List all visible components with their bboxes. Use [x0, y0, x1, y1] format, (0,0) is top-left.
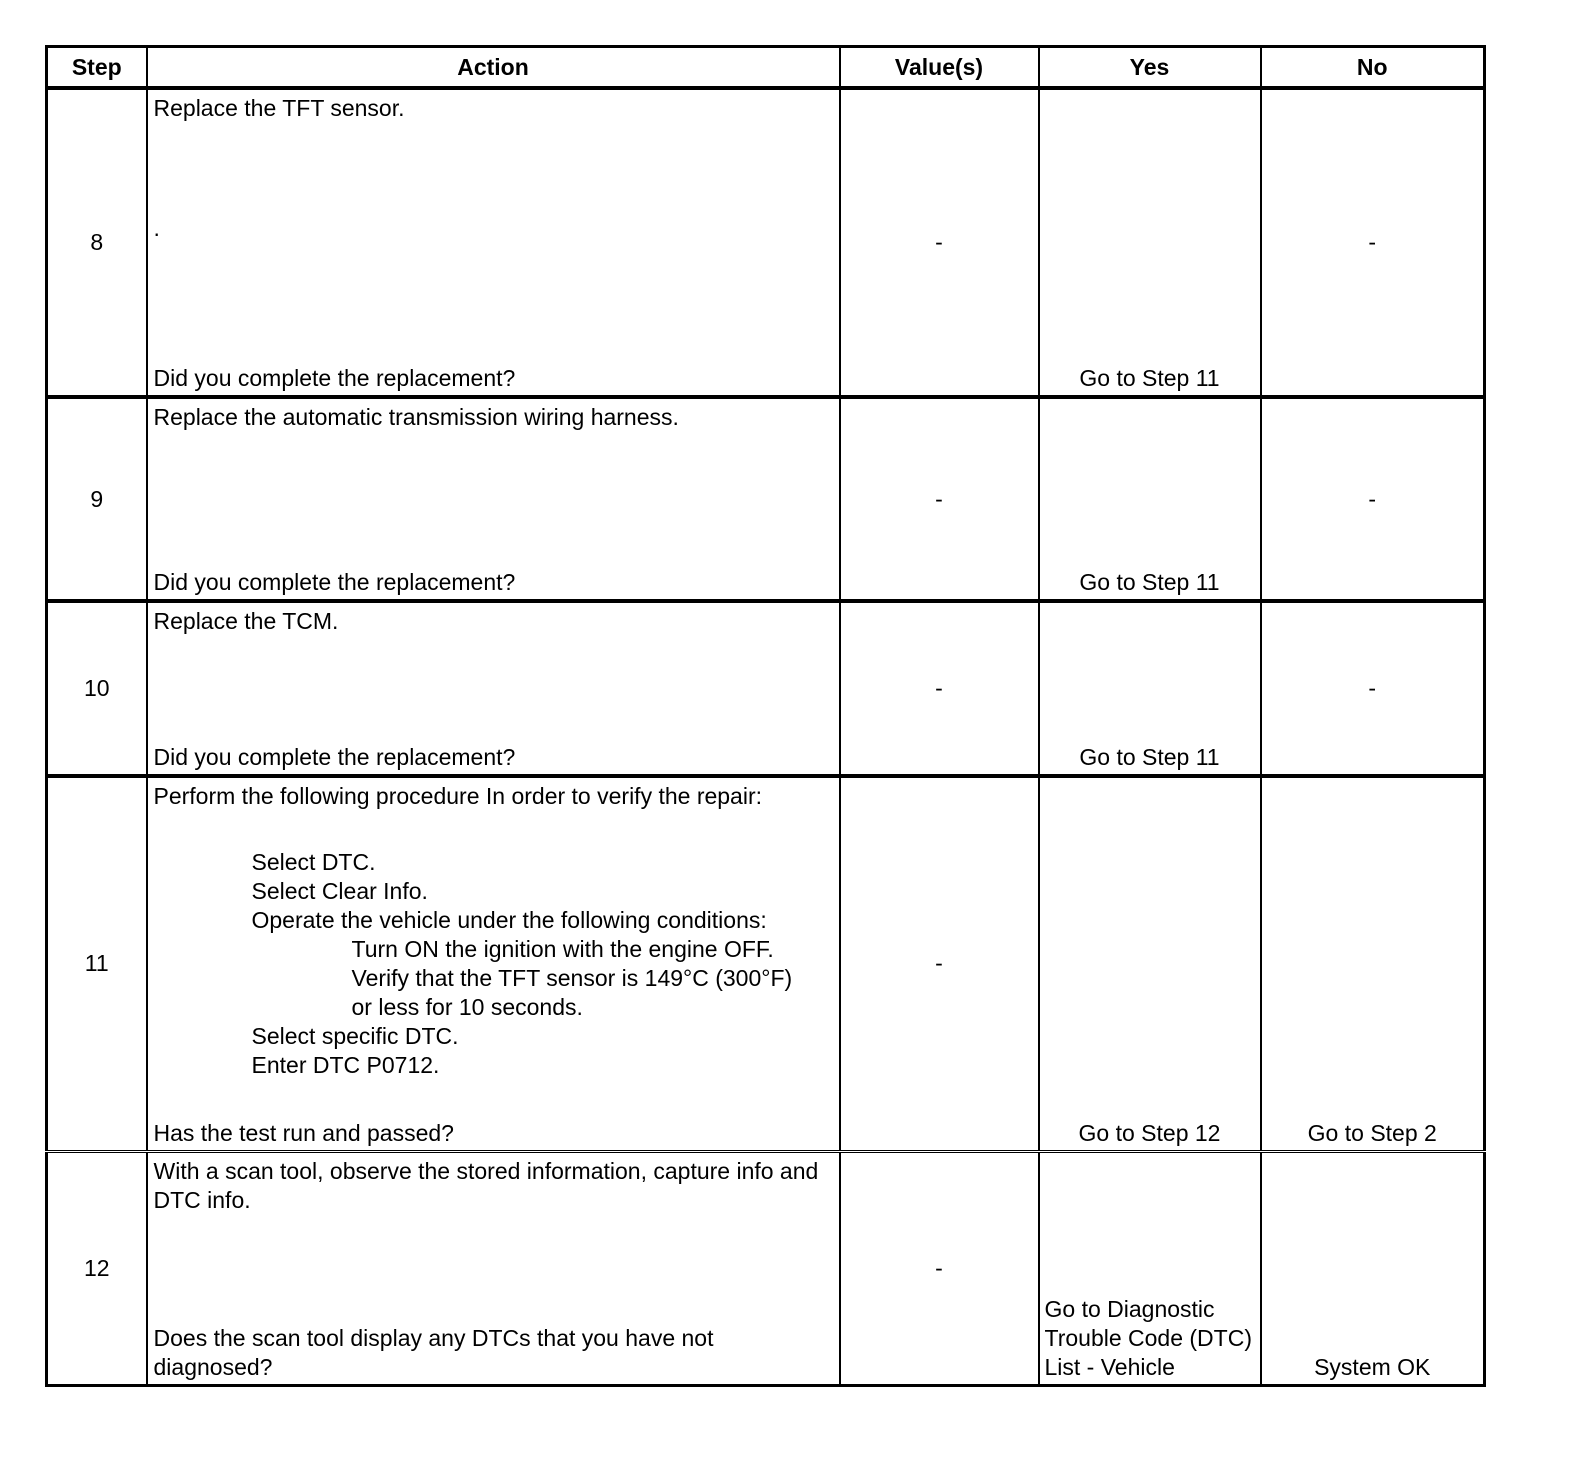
- action-question: Did you complete the replacement?: [153, 569, 516, 595]
- header-step: Step: [47, 47, 147, 89]
- no-cell: Go to Step 2: [1261, 776, 1485, 1151]
- action-cell: [147, 601, 840, 776]
- value-cell: -: [840, 88, 1039, 397]
- action-question: Has the test run and passed?: [153, 1119, 454, 1146]
- header-action: Action: [147, 47, 840, 89]
- step-number: 11: [47, 776, 147, 1151]
- procedure-line: Select Clear Info.: [251, 878, 428, 904]
- yes-cell: Go to Diagnostic Trouble Code (DTC) List - Vehicle: [1039, 1151, 1261, 1385]
- table-row-step-10: [47, 601, 1485, 776]
- no-cell: -: [1261, 397, 1485, 601]
- yes-cell: Go to Step 11: [1039, 397, 1261, 601]
- no-cell: -: [1261, 88, 1485, 397]
- table-header-row: [47, 47, 1485, 89]
- step-number: 12: [47, 1151, 147, 1385]
- action-question: Does the scan tool display any DTCs that you have not diagnosed?: [153, 1324, 714, 1380]
- action-cell: [147, 1151, 840, 1385]
- no-cell: System OK: [1261, 1151, 1485, 1385]
- procedure-line: Operate the vehicle under the following conditions:: [251, 907, 767, 933]
- value-cell: -: [840, 776, 1039, 1151]
- value-cell: -: [840, 601, 1039, 776]
- action-question: Did you complete the replacement?: [153, 365, 516, 391]
- diagnostic-steps-table: [45, 45, 1486, 1387]
- yes-cell: Go to Step 11: [1039, 88, 1261, 397]
- table-row-step-11: [47, 776, 1485, 1151]
- step-number: 9: [47, 397, 147, 601]
- header-values: Value(s): [840, 47, 1039, 89]
- yes-cell: Go to Step 11: [1039, 601, 1261, 776]
- step-number: 8: [47, 88, 147, 397]
- table-row-step-9: [47, 397, 1485, 601]
- step-number: 10: [47, 601, 147, 776]
- value-cell: -: [840, 1151, 1039, 1385]
- action-cell: [147, 776, 840, 1151]
- value-cell: -: [840, 397, 1039, 601]
- action-cell: [147, 397, 840, 601]
- procedure-subline: Verify that the TFT sensor is 149°C (300°F): [351, 965, 793, 991]
- procedure-line: Select specific DTC.: [251, 1023, 459, 1049]
- action-instruction: With a scan tool, observe the stored information, capture info and DTC info.: [153, 1157, 819, 1213]
- header-no: No: [1261, 47, 1485, 89]
- action-instruction: Perform the following procedure In order to verify the repair:: [153, 783, 763, 809]
- action-dot: .: [153, 215, 160, 241]
- header-yes: Yes: [1039, 47, 1261, 89]
- procedure-line: Enter DTC P0712.: [251, 1052, 440, 1078]
- procedure-subline: Turn ON the ignition with the engine OFF.: [351, 936, 774, 962]
- table-row-step-8: [47, 88, 1485, 397]
- action-instruction: Replace the TCM.: [153, 608, 339, 634]
- yes-cell: Go to Step 12: [1039, 776, 1261, 1151]
- no-cell: -: [1261, 601, 1485, 776]
- procedure-line: Select DTC.: [251, 849, 376, 875]
- procedure-subline: or less for 10 seconds.: [351, 994, 583, 1020]
- action-cell: [147, 88, 840, 397]
- action-instruction: Replace the TFT sensor.: [153, 95, 405, 121]
- action-instruction: Replace the automatic transmission wiring harness.: [153, 404, 679, 430]
- action-question: Did you complete the replacement?: [153, 744, 516, 770]
- table-row-step-12: [47, 1151, 1485, 1385]
